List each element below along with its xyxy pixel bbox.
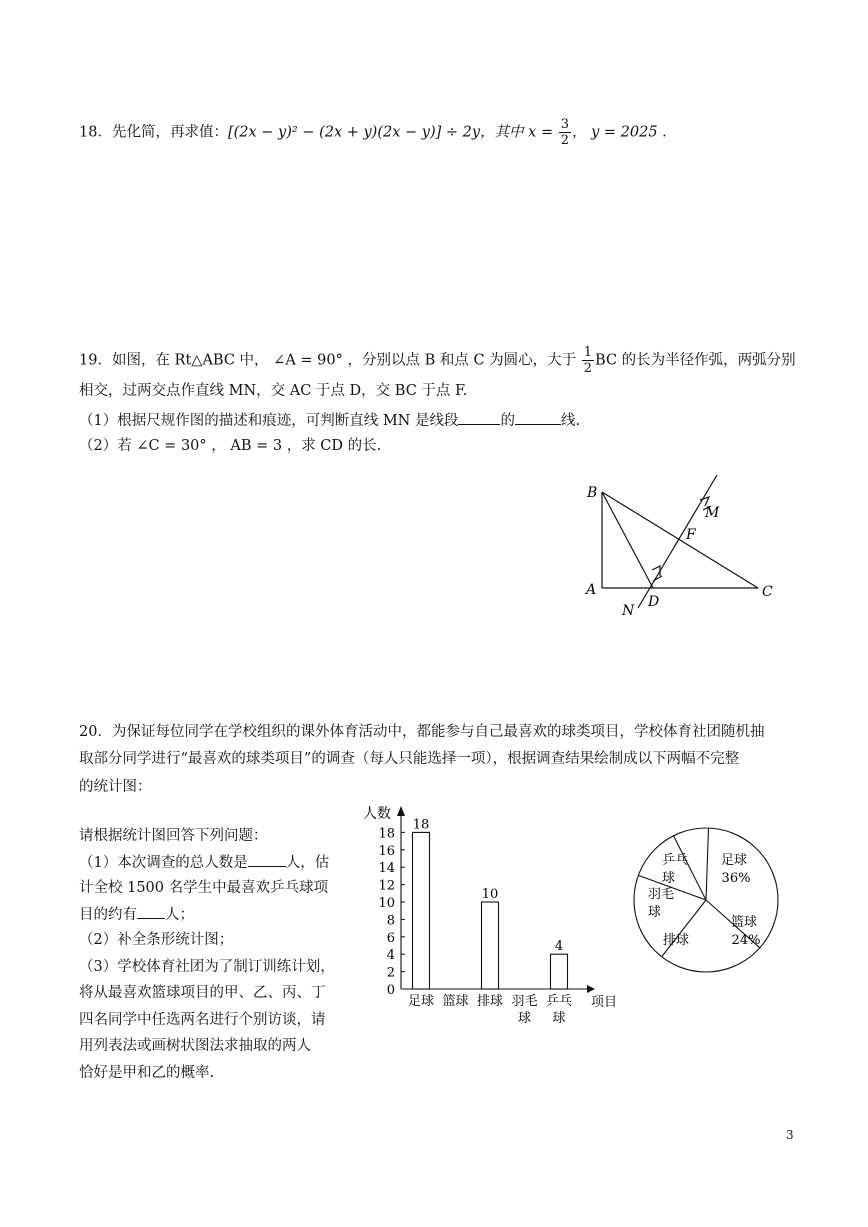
- label-d: D: [648, 594, 660, 610]
- q19-half-fraction: $\frac{1}{2}$: [583, 345, 593, 376]
- arc-near-d: [652, 566, 660, 576]
- y-tick-label: 18: [378, 826, 395, 842]
- y-tick-label: 16: [378, 843, 395, 859]
- pie-label-足球: 36%: [721, 871, 751, 886]
- q19-number: 19．: [79, 352, 112, 369]
- q19-line2: 相交，过两交点作直线 MN，交 AC 于点 D，交 BC 于点 F.: [79, 383, 468, 399]
- q20-left-4: [79, 904, 194, 925]
- q19-part1: [79, 410, 580, 431]
- x-axis-title: 项目: [591, 995, 618, 1010]
- q19-part2: （2）若 ∠C = 30° ， AB = 3 ，求 CD 的长.: [79, 438, 382, 454]
- pie-label-羽毛球: 羽毛: [648, 887, 675, 902]
- q20-blank-pingpong[interactable]: [137, 904, 165, 919]
- category-label: 排球: [476, 994, 504, 1009]
- label-a: A: [586, 582, 597, 598]
- q19-line1: [79, 345, 796, 376]
- pie-label-乒乓球: 乒乓: [662, 853, 689, 868]
- q20-left-8: 四名同学中任选两名进行个别访谈，请: [79, 1012, 326, 1028]
- q20-left-9: 用列表法或画树状图法求抽取的两人: [79, 1038, 311, 1054]
- q20-line1: [79, 722, 764, 742]
- q20-number: 20．: [79, 724, 112, 740]
- category-label: 球: [552, 1011, 566, 1026]
- page-number: 3: [786, 1128, 794, 1142]
- q19-line1-b: BC 的长为半径作弧，两弧分别: [595, 352, 796, 369]
- bar-足球: [413, 832, 430, 989]
- bar-乒乓球: [551, 954, 568, 989]
- y-tick-label: 4: [386, 948, 395, 964]
- y-tick-label: 14: [378, 861, 395, 877]
- q20-left-5: （2）补全条形统计图；: [79, 932, 234, 948]
- data-label-排球: 10: [481, 887, 499, 902]
- category-label: 篮球: [442, 994, 469, 1009]
- category-label: 羽毛: [511, 994, 538, 1009]
- q20-line3: 的统计图：: [79, 779, 152, 795]
- q20-line2: 取部分同学进行“最喜欢的球类项目”的调查（每人只能选择一项），根据调查结果绘制成以下两幅不完整: [79, 751, 740, 767]
- data-label-乒乓球: 4: [554, 939, 564, 955]
- bar-排球: [482, 902, 499, 989]
- category-label: 足球: [407, 994, 435, 1009]
- pie-label-足球: 足球: [720, 853, 748, 868]
- q19-blank-line-type[interactable]: [515, 410, 561, 425]
- q18-x-fraction: $\frac{3}{2}$: [560, 117, 569, 148]
- q19-line1-a: 如图，在 Rt△ABC 中， ∠A = 90° ，分别以点 B 和点 C 为圆心，大于: [111, 352, 577, 369]
- q18-where: ，其中 x =: [480, 124, 554, 141]
- category-label: 球: [517, 1011, 532, 1026]
- segment-bd: [602, 492, 653, 588]
- arc-near-d-2: [653, 576, 662, 581]
- y-tick-label: 6: [386, 930, 395, 946]
- q18-expression: [(2x − y)² − (2x + y)(2x − y)] ÷ 2y: [227, 124, 481, 141]
- q20-left-10: 恰好是甲和乙的概率.: [79, 1065, 215, 1081]
- y-axis-arrow: [397, 806, 405, 816]
- label-b: B: [587, 485, 598, 501]
- pie-label-排球: 排球: [662, 933, 690, 948]
- y-axis-title: 人数: [363, 806, 391, 822]
- q20-left-2b: 人，估: [285, 855, 330, 871]
- pie-label-篮球: 篮球: [730, 915, 758, 930]
- q20-blank-total[interactable]: [248, 852, 286, 867]
- q18-intro: 先化简，再求值：: [111, 124, 228, 141]
- pie-label-羽毛球: 球: [648, 905, 662, 920]
- label-c: C: [762, 584, 773, 600]
- q20-line1-text: 为保证每位同学在学校组织的课外体育活动中，都能参与自己最喜欢的球类项目，学校体育社团随机抽: [111, 724, 765, 740]
- label-m: M: [705, 505, 720, 521]
- q19-part1-b: 的: [500, 413, 515, 429]
- label-f: F: [686, 527, 696, 543]
- q19-blank-segment[interactable]: [458, 410, 500, 425]
- pie-chart: [630, 822, 790, 982]
- y-tick-label: 2: [386, 965, 395, 981]
- q19-part1-a: （1）根据尺规作图的描述和痕迹，可判断直线 MN 是线段: [79, 413, 459, 429]
- q18-y-value: ， y = 2025 .: [572, 124, 667, 141]
- q20-left-6: （3）学校体育社团为了制订训练计划，: [79, 959, 335, 975]
- category-label: 乒乓: [545, 994, 573, 1009]
- bar-chart: [355, 798, 625, 1028]
- q18-line: [79, 117, 667, 148]
- x-axis-arrow: [587, 985, 595, 993]
- y-tick-label: 8: [386, 913, 395, 929]
- q19-part1-c: 线.: [560, 413, 581, 429]
- q19-triangle-figure: [578, 470, 798, 630]
- q20-left-2: [79, 852, 329, 873]
- q20-left-7: 将从最喜欢篮球项目的甲、乙、丙、丁: [79, 985, 326, 1001]
- data-label-足球: 18: [412, 817, 430, 833]
- pie-label-篮球: 24%: [731, 933, 761, 948]
- q20-left-3: 计全校 1500 名学生中最喜欢乒乓球项: [79, 880, 329, 896]
- y-tick-label: 12: [378, 878, 395, 894]
- label-n: N: [622, 603, 635, 619]
- q20-left-2a: （1）本次调查的总人数是: [79, 855, 248, 871]
- q18-number: 18．: [79, 124, 112, 141]
- q20-left-1: 请根据统计图回答下列问题：: [79, 828, 268, 844]
- y-tick-label: 0: [386, 983, 395, 998]
- side-bc: [602, 492, 758, 588]
- y-tick-label: 10: [378, 896, 395, 911]
- pie-label-乒乓球: 球: [662, 871, 676, 886]
- q20-left-4a: 目的约有: [79, 907, 137, 923]
- q20-left-4b: 人；: [165, 907, 194, 923]
